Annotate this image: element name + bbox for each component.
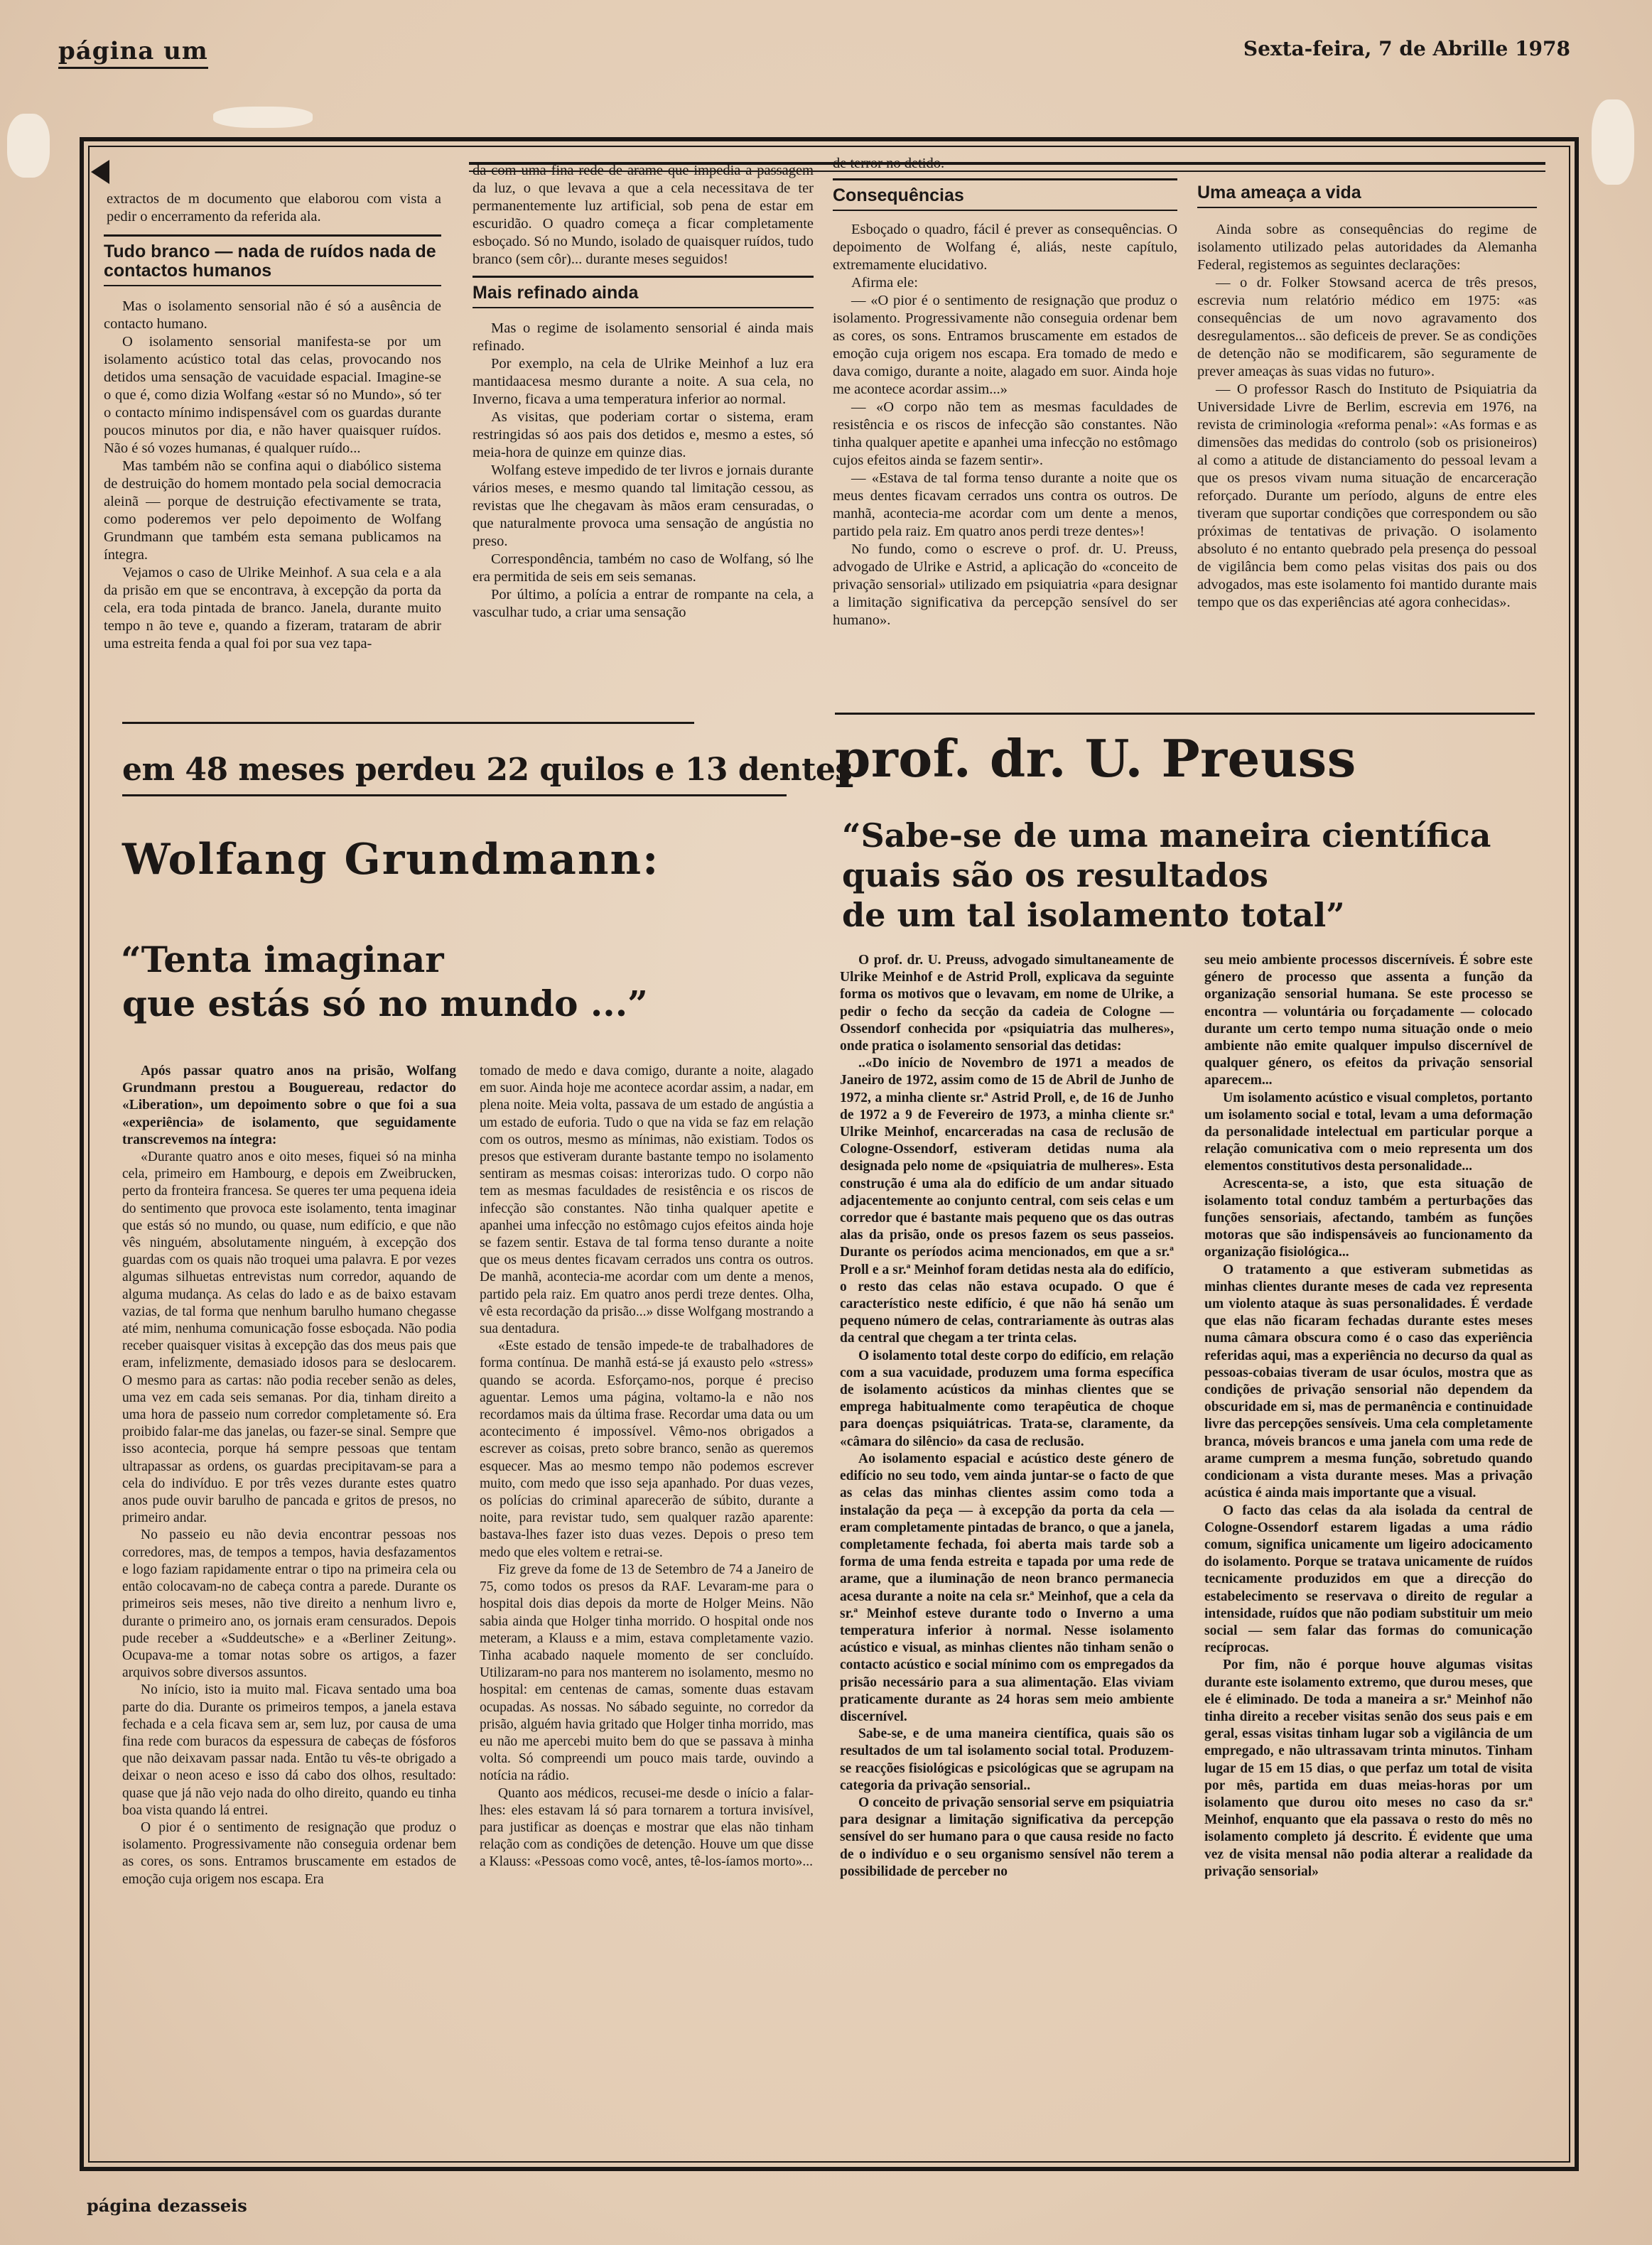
- col1-subhead: Tudo branco — nada de ruídos nada de contactos humanos: [104, 242, 436, 281]
- col1-lead: extractos de m documento que elaborou com vista a pedir o encerramento da referida ala.: [107, 191, 441, 224]
- wolfgang-para: No início, isto ia muito mal. Ficava sentado uma boa parte do dia. Durante os primeiros tempos, a janela estava fechada e a cela ficava sem ar, sem luz, por causa de uma fina rede com buracos da espessura de cabeças de fósforos que não deixavam passar nada. Então tu vês-te obrigado a deixar o neon aceso e isso dá cabo dos olhos, resultado: quase que já não vejo nada do olho direito, quando eu tinha boa vista quando lá entrei.: [122, 1682, 456, 1818]
- col2-para: Wolfang esteve impedido de ter livros e jornais durante vários meses, e mesmo quando tal limitação cessou, as revistas que lhe chegavam às mãos eram censuradas, o que naturalmente provoca uma sensação de angústia no preso.: [473, 462, 814, 549]
- preuss-para: Sabe-se, e de uma maneira científica, quais são os resultados de um tal isolamento social total. Produzem-se reacções fisiológicas e psicológicas que se agrupam na categoria da privação sensorial..: [840, 1726, 1174, 1793]
- preuss-para: O facto das celas da ala isolada da central de Cologne-Ossendorf estarem ligadas a uma rádio comum, significa unicamente um ligeiro adocicamento do isolamento. Porque se tratava unicamente de ruídos tecnicamente produzidos em que a direcção do estabelecimento se reservava o direito de regular a intensidade, ruídos que não podiam substituir um meio social — sem falar das formas do comunicação recíprocas.: [1204, 1503, 1533, 1656]
- col3-subhead: Consequências: [833, 185, 964, 205]
- preuss-top-rule: [835, 713, 1535, 715]
- quote-line: de um tal isolamento total”: [842, 896, 1345, 934]
- col4-para: — O professor Rasch do Instituto de Psiquiatria da Universidade Livre de Berlim, escrevia em 1976, na revista de criminologia «reforma penal»: «As formas e as dimensões das medidas do controlo (sob os prisioneiros) al como a atitude de distanciamento do pessoal levam a que os presos vivam numa situação de encarceração reforçado. Durante um período, alguns de entre eles tiveram que suportar condições que correspondem ou são próximas de tentativas de privação. O isolamento absoluto é no entanto quebrado pela presença do pessoal de vigilância bem como pelas visitas dos pais ou dos advogados, mas este isolamento foi mantido durante mais tempo que os das experiências até agora conhecidas».: [1197, 382, 1537, 610]
- subhead-rule: [104, 285, 441, 286]
- preuss-para: ..«Do início de Novembro de 1971 a meados de Janeiro de 1972, assim como de 15 de Abril de Junho de 1972, a minha cliente sr.ª Astrid Proll, e, de 16 de Junho de 1972 a 9 de Fevereiro de 1973, a minha cliente sr.ª Ulrike Meinhof, encarceradas na casa de reclusão de Cologne-Ossendorf, estiveram detidas numa ala designada pelo nome de «psiquiatria de mulheres». Esta construção é uma ala do edifício de um andar situado adjacentemente ao conjunto central, com seis celas e um corredor que é bastante mais pequeno que os das outras alas da prisão, onde os presos fazem os seus passeios. Durante os períodos acima mencionados, em que a sr.ª Proll e a sr.ª Meinhof foram detidas nesta ala do edifício, o resto das celas não estava ocupado. O que é característico neste edifício, é que não há senão um pequeno número de celas, contrariamente às outras alas da central que chegam a ter trinta celas.: [840, 1056, 1174, 1346]
- wolfgang-para: Quanto aos médicos, recusei-me desde o início a falar-lhes: eles estavam lá só para tornarem a tortura invisível, para justificar as doenças e mostrar que elas não tinham relação com as condições de detenção. Houve um que disse a Klauss: «Pessoas como você, antes, tê-los-íamos morto»...: [480, 1785, 814, 1870]
- wolfgang-column-1: [122, 1063, 456, 1888]
- section-title: página um: [58, 37, 208, 69]
- col2-lead: da com uma fina rede de arame que impedia a passagem da luz, o que levava a que a cela necessitava de ter permanentemente luz artificial, sob pena de estar em escuridão. O quadro começa a ficar completamente esboçado. Só no Mundo, isolado de quaisquer ruídos, tudo branco (sem côr)... durante meses seguidos!: [473, 163, 814, 267]
- col3-para: Afirma ele:: [851, 275, 918, 291]
- quote-line: quais são os resultados: [842, 856, 1268, 894]
- col2-subhead: Mais refinado ainda: [473, 283, 639, 303]
- preuss-para: Acrescenta-se, a isto, que esta situação de isolamento total conduz também a perturbações das funções sensoriais, afectando, também as funções motoras que são indispensáveis ao funcionamento da organização fisiológica...: [1204, 1176, 1533, 1260]
- wolfgang-para: Fiz greve da fome de 13 de Setembro de 74 a Janeiro de 75, como todos os presos da RAF. Levaram-me para o hospital dois dias depois da morte de Holger Meins. Não sabia ainda que Holger tinha morrido. O hospital onde nos meteram, a Klauss e a mim, estava completamente vazio. Tinha acabado naquele momento de ser concluído. Utilizaram-no para nos manterem no isolamento, mesmo no hospital: em centenas de camas, somente duas estavam ocupadas. As nossas. No sábado seguinte, no corredor da prisão, alguém havia gritado que Holger tinha morrido, mas eu não me apercebi muito bem do que se passava à minha volta. Só compreendi um pouco mais tarde, ouvindo a notícia na rádio.: [480, 1562, 814, 1784]
- col1-para: O isolamento sensorial manifesta-se por um isolamento acústico total das celas, provocando nos detidos uma sensação de vacuidade espacial. Imagine-se o que é, como dizia Wolfang «estar só no Mundo», só ter o contacto mínimo indispensável com os guardas durante poucos minutos por dia, e não haver quaisquer ruídos. Não é só vozes humanas, é qualquer ruído...: [104, 334, 441, 456]
- col3-para: Esboçado o quadro, fácil é prever as consequências. O depoimento de Wolfang é, aliás, neste capítulo, extremamente elucidativo.: [833, 222, 1177, 273]
- quote-line: “Sabe-se de uma maneira científica: [842, 816, 1491, 855]
- preuss-quote-headline: [842, 816, 1491, 935]
- subhead-rule: [1197, 207, 1537, 208]
- top-band-bottom-rule: [122, 722, 694, 724]
- col4-para: Ainda sobre as consequências do regime de isolamento utilizado pelas autoridades da Alemanha Federal, registemos as seguintes declarações:: [1197, 222, 1537, 273]
- subhead-rule: [833, 178, 1177, 180]
- col3-para: — «O corpo não tem as mesmas faculdades de resistência e os riscos de infecção são constantes. Não tinha qualquer apetite e apanhei uma infecção no estômago cujos efeitos ainda se fazem sentir».: [833, 399, 1177, 468]
- preuss-para: O isolamento total deste corpo do edifício, em relação com a sua vacuidade, produzem uma forma específica de isolamento acústicos da minhas clientes que se emprega habitualmente como terapêutica de choque para doenças psiquiátricas. Trata-se, claramente, da «câmara do silêncio» da casa de reclusão.: [840, 1348, 1174, 1449]
- col2-para: Por exemplo, na cela de Ulrike Meinhof a luz era mantidaacesa mesmo durante a noite. A sua cela, no Inverno, ficava a uma temperatura inferior ao normal.: [473, 356, 814, 407]
- col3-para: — «O pior é o sentimento de resignação que produz o isolamento. Progressivamente não conseguia ordenar bem as cores, os sons. Entramos bruscamente em estados de emoção cuja origem nos escapa. Era tomado de medo e dava comigo, durante a noite, alagado em suor. Ainda hoje me acontece acordar assim...»: [833, 293, 1177, 397]
- preuss-para: Ao isolamento espacial e acústico deste género de edifício no seu todo, vem ainda juntar-se o facto de que as celas das minhas clientes assim como toda a instalação da peça — à excepção da porta da cela — eram completamente pintadas de branco, o que a janela, completamente fechada, foi aberta mais tarde sob a forma de uma fenda estreita e tapada por uma rede de arame, que a iluminação de neon branco permanecia acesa durante a noite na cela sr.ª Meinhof, que a cela da sr.ª Meinhof esteve durante todo o Inverno a uma temperatura inferior à normal. Nesse isolamento acústico e visual, as minhas clientes não tinham senão o contacto acústico e social mínimo com os empregados da prisão necessário para a sua alimentação. Elas viviam praticamente durante as 24 horas sem meio ambiente discernível.: [840, 1451, 1174, 1724]
- top-column-3: [833, 155, 1177, 629]
- wolfgang-para: tomado de medo e dava comigo, durante a noite, alagado em suor. Ainda hoje me acontece acordar assim, a nadar, em plena noite. Meia volta, passava de um estado de angústia a um estado de euforia. Tudo o que na vida se faz em relação com os outros, mesmo as mínimas, não existiam. Todos os presos que estiveram durante bastante tempo no isolamento sentiram as mesmas coisas: interorizas tudo. O corpo não tem as mesmas faculdades de resistência e os riscos de infecção são constantes. Não tinha qualquer apetite e apanhei uma infecção no estômago cujos efeitos ainda hoje se fazem sentir. Estava de tal forma tenso durante a noite que os meus dentes ficavam cerrados uns contra os outros. De manhã, acontecia-me acordar com um dente a menos, partido pela raiz. Em quatro anos perdi treze dentes. Olha, vê esta recordação da prisão...» disse Wolfgang mostrando a sua dentadura.: [480, 1064, 814, 1337]
- col1-para: Mas o isolamento sensorial não é só a ausência de contacto humano.: [104, 298, 441, 332]
- col4-subhead: Uma ameaça a vida: [1197, 183, 1361, 202]
- col3-lead: de terror no detido.: [833, 156, 945, 171]
- subhead-rule: [473, 307, 814, 308]
- quote-line: que estás só no mundo ...”: [122, 983, 648, 1024]
- paper-tear: [213, 107, 313, 128]
- preuss-column-2: [1204, 952, 1533, 1881]
- top-column-4: [1197, 179, 1537, 612]
- col1-para: Mas também não se confina aqui o diabólico sistema de destruição do homem montado pela social democracia aleinã — porque de destruição efectivamente se trata, como poderemos ver pelo depoimento de Wolfang Grundmann que também esta semana publicamos na íntegra.: [104, 458, 441, 563]
- preuss-para: O prof. dr. U. Preuss, advogado simultaneamente de Ulrike Meinhof e de Astrid Proll, explicava da seguinte forma os motivos que o levavam, em nome de Ulrike, a pedir o fecho da secção da cadeia de Cologne — Ossendorf conhecida por «psiquiatria das mulheres», onde pratica o isolamento sensorial das detidas:: [840, 953, 1174, 1054]
- issue-date: Sexta-feira, 7 de Abrille 1978: [1243, 37, 1570, 60]
- col3-para: — «Estava de tal forma tenso durante a noite que os meus dentes ficavam cerrados uns contra os outros. De manhã, acontecia-me acordar com um dente a menos, partido pela raiz. Em quatro anos perdi treze dentes»!: [833, 470, 1177, 539]
- wolfgang-column-2: [480, 1063, 814, 1871]
- col2-para: As visitas, que poderiam cortar o sistema, eram restringidas só aos pais dos detidos e, mesmo a estes, só meia-hora de quinze em quinze dias.: [473, 409, 814, 460]
- paper-tear: [7, 114, 50, 178]
- top-column-1: [104, 190, 441, 653]
- wolfgang-intro: Após passar quatro anos na prisão, Wolfang Grundmann prestou a Bouguereau, redactor do «Liberation», um depoimento sobre o que foi a sua «experiência» de isolamento, que seguidamente transcrevemos na íntegra:: [122, 1064, 456, 1147]
- wolfgang-para: O pior é o sentimento de resignação que produz o isolamento. Progressivamente não conseguia ordenar bem as cores, os sons. Entramos bruscamente em estados de emoção cuja origem nos escapa. Era: [122, 1819, 456, 1887]
- wolfgang-para: No passeio eu não devia encontrar pessoas nos corredores, mas, de tempos a tempos, havia desfazamentos e logo faziam rapidamente entrar o tipo na primeira cela ou então colocavam-no de cabeça contra a parede. Durante os primeiros seis meses, não tive direito a nenhum livro e, durante o primeiro ano, os jornais eram censurados. Depois pude receber a «Suddeutsche» e a «Berliner Zeitung». Ocupava-me a tomar notas sobre os artigos, a fazer arquivos sobre diversos assuntos.: [122, 1527, 456, 1681]
- paper-tear: [1592, 99, 1634, 185]
- quote-line: “Tenta imaginar: [121, 938, 444, 980]
- continued-arrow-icon: [91, 160, 109, 184]
- preuss-para: O conceito de privação sensorial serve em psiquiatria para designar a limitação significativa da percepção sensível do ser humano para o que causa reside no facto de o indivíduo e o seu organismo sensível não terem a possibilidade de perceber no: [840, 1795, 1174, 1879]
- col2-para: Por último, a polícia a entrar de rompante na cela, a vasculhar tudo, a criar uma sensação: [473, 587, 814, 620]
- col3-para: No fundo, como o escreve o prof. dr. U. Preuss, advogado de Ulrike e Astrid, a aplicação do «conceito de privação sensorial» utilizado em psiquiatria «para designar a limitação significativa da percepção sensível do ser humano».: [833, 541, 1177, 628]
- subhead-rule: [473, 276, 814, 278]
- page-footer-label: página dezasseis: [87, 2195, 247, 2216]
- subhead-rule: [104, 234, 441, 237]
- col2-para: Mas o regime de isolamento sensorial é ainda mais refinado.: [473, 320, 814, 354]
- preuss-para: Por fim, não é porque houve algumas visitas durante este isolamento extremo, que durou meses, que ele é eliminado. De toda a maneira a sr.ª Meinhof não tinha direito a receber visitas senão dos seus pais e em geral, essas visitas tinham lugar sob a vigilância de um empregado, e não ultrassavam trinta minutos. Tinham lugar de 15 em 15 dias, o que perfaz um total de visita por mês, partida em duas meias-horas por um isolamento que durou oito meses no caso da sr.ª Meinhof, enquanto que ela passava o resto do mês no isolamento completo já descrito. É evidente que uma vez de visita mensal não podia alterar a realidade da privação sensorial»: [1204, 1657, 1533, 1879]
- wolfgang-kicker: em 48 meses perdeu 22 quilos e 13 dentes: [122, 752, 853, 788]
- subhead-rule: [833, 210, 1177, 211]
- wolfgang-name-headline: Wolfang Grundmann:: [122, 835, 660, 885]
- top-column-2: [473, 162, 814, 622]
- kicker-rule: [122, 794, 787, 796]
- wolfgang-para: «Durante quatro anos e oito meses, fiquei só na minha cela, primeiro em Hambourg, e depois em Zweibrucken, perto da fronteira francesa. Se queres ter uma pequena ideia do sentimento que provoca este isolamento, tenta imaginar que estás só no mundo, ou quase, num edifício, e que não vês ninguém, absolutamente ninguém, à excepção dos guardas com os quais não troquei uma palavra. E por vezes algumas silhuetas entrevistas num corredor, aquando de alguma mudança. As celas do lado e as de baixo estavam vazias, de tal forma que nenhum barulho humano chegasse até mim, nenhuma comunicação fosse esboçada. Não podia receber quaisquer visitas à excepção das dos meus pais que eram, infelizmente, demasiado idosos para se deslocarem. O mesmo para as cartas: não podia receber senão as deles, uma vez em cada seis semanas. Por dia, tinham direito a uma hora de passeio num corredor completamente só. Era proibido falar-me das janelas, ou fazer-se sinal. Sempre que isso acontecia, porque há sempre pessoas que tentam ultrapassar as ordens, os guardas precipitavam-se para a cela do indivíduo. E por três vezes durante estes quatro anos pude ouvir barulho de pancada e gritos de presos, no primeiro andar.: [122, 1149, 456, 1526]
- col2-para: Correspondência, também no caso de Wolfang, só lhe era permitida de seis em seis semanas.: [473, 551, 814, 585]
- wolfgang-quote-headline: [121, 938, 648, 1026]
- col4-para: — o dr. Folker Stowsand acerca de três presos, escrevia num relatório médico em 1975: «as consequências de um novo agravamento dos desregulamentos... são deficeis de prever. Se as condições de detenção não se modificarem, são seguramente de prever ameaças às suas vidas no futuro».: [1197, 275, 1537, 379]
- preuss-para: O tratamento a que estiveram submetidas as minhas clientes durante meses de cada vez representa um violento ataque às suas personalidades. É verdade que elas não ficaram fechadas durante estes meses numa câmara obscura como é o caso das experiência referidas aqui, mas a experiência no decurso da qual as pessoas-cobaias tiveram de usar óculos, mostra que as condições de privação sensorial não dependem da obscuridade em si, mas de permanência e continuidade livre das percepções sensíveis. Uma cela completamente branca, móveis brancos e uma janela com uma rede de arame cumprem a mesma função, sobretudo quando condicionam a vista durante meses. Mas a privação acústica é ainda mais importante que a visual.: [1204, 1262, 1533, 1501]
- preuss-column-1: [840, 952, 1174, 1881]
- preuss-para: seu meio ambiente processos discerníveis. É sobre este género de processo que assenta a função da organização sensorial humana. Se este processo se encontra — voluntária ou forçadamente — colocado durante um certo tempo numa situação onde o meio ambiente não emite qualquer impulso discernível de qualquer género, os efeitos da privação sensorial aparecem...: [1204, 953, 1533, 1088]
- preuss-para: Um isolamento acústico e visual completos, portanto um isolamento social e total, levam a uma deformação da personalidade intelectual em particular porque a relação comunicativa com o meio representa um dos elementos constitutivos desta personalidade...: [1204, 1090, 1533, 1174]
- wolfgang-para: «Este estado de tensão impede-te de trabalhadores de forma contínua. De manhã está-se já exausto pelo «stress» quando se acorda. Esforçamo-nos, porque é preciso aguentar. Lemos uma página, voltamo-la e não nos recordamos mais da última frase. Recordar uma data ou um acontecimento é impossível. Vêmo-nos obrigados a escrever as coisas, preto sobre branco, senão as queremos esquecer. Mas ao mesmo tempo não podemos escrever muito, com medo que isso seja apanhado. Por duas vezes, os polícias do criminal aparecerão de súbito, durante a noite, para revistar tudo, sem qualquer razão aparente: bastava-lhes fazer isto duas vezes. Depois o preso tem medo que eles voltem e retrai-se.: [480, 1338, 814, 1560]
- col1-para: Vejamos o caso de Ulrike Meinhof. A sua cela e a ala da prisão em que se encontrava, à excepção da porta da cela, era toda pintada de branco. Janela, durante muito tempo n ão teve e, quando a fizeram, trataram de abrir uma estreita fenda a qual foi por sua vez tapa-: [104, 565, 441, 651]
- preuss-headline: prof. dr. U. Preuss: [835, 728, 1356, 789]
